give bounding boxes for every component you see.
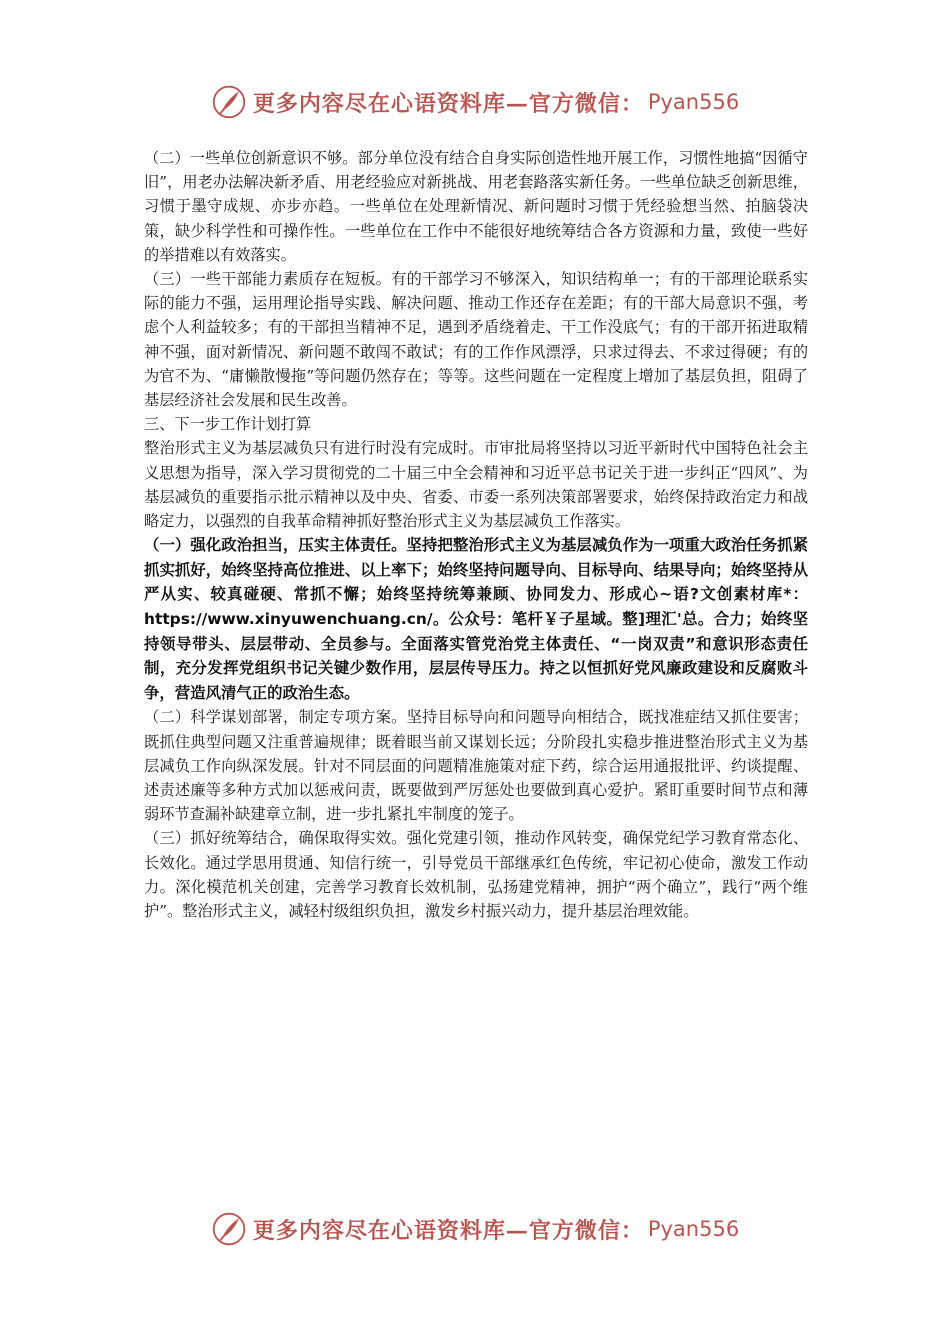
feather-pen-logo-icon (211, 84, 247, 120)
feather-pen-logo-icon (211, 1211, 247, 1247)
paragraph: 整治形式主义为基层减负只有进行时没有完成时。市审批局将坚持以习近平新时代中国特色社会主义思想为指导，深入学习贯彻党的二十届三中全会精神和习近平总书记关于进一步纠正“四风”、为基层减负的重要指示批示精神以及中央、省委、市委一系列决策部署要求，始终保持政治定力和战略定力，以强烈的自我革命精神抓好整治形式主义为基层减负工作落实。 (144, 439, 808, 531)
paragraph-bold: （一）强化政治担当，压实主体责任。坚持把整治形式主义为基层减负作为一项重大政治任务抓紧抓实抓好，始终坚持高位推进、以上率下；始终坚持问题导向、目标导向、结果导向；始终坚持从严从实、较真碰硬、常抓不懈；始终坚持统筹兼顾、协同发力、形成心~语?文创素材库*：https://www.xinyuwenchuang.cn/。公众号：笔杆￥子星域。整]理汇'总。合力；始终坚持领导带头、层层带动、全员参与。全面落实管党治党主体责任、“一岗双责”和意识形态责任制，充分发挥党组织书记关键少数作用，层层传导压力。持之以恒抓好党风廉政建设和反腐败斗争，营造风清气正的政治生态。 (144, 536, 808, 702)
paragraph: （二）科学谋划部署，制定专项方案。坚持目标导向和问题导向相结合，既找准症结又抓住要害；既抓住典型问题又注重普遍规律；既着眼当前又谋划长远；分阶段扎实稳步推进整治形式主义为基层减负工作向纵深发展。针对不同层面的问题精准施策对症下药，综合运用通报批评、约谈提醒、述责述廉等多种方式加以惩戒问责，既要做到严厉惩处也要做到真心爱护。紧盯重要时间节点和薄弱环节查漏补缺建章立制，进一步扎紧扎牢制度的笼子。 (144, 708, 808, 824)
footer-banner-text: 更多内容尽在心语资料库—官方微信： (252, 1217, 644, 1244)
header-banner-id: Pyan556 (647, 90, 740, 114)
section-heading: 三、下一步工作计划打算 (144, 415, 312, 434)
paragraph: （三）抓好统筹结合，确保取得实效。强化党建引领，推动作风转变，确保党纪学习教育常态化、长效化。通过学思用贯通、知信行统一，引导党员干部继承红色传统，牢记初心使命，激发工作动力。深化模范机关创建，完善学习教育长效机制，弘扬建党精神，拥护“两个确立”，践行“两个维护”。整治形式主义，减轻村级组织负担，激发乡村振兴动力，提升基层治理效能。 (144, 829, 808, 921)
header-banner (0, 82, 950, 122)
paragraph: （三）一些干部能力素质存在短板。有的干部学习不够深入，知识结构单一；有的干部理论联系实际的能力不强，运用理论指导实践、解决问题、推动工作还存在差距；有的干部大局意识不强，考虑个人利益较多；有的干部担当精神不足，遇到矛盾绕着走、干工作没底气；有的干部开拓进取精神不强，面对新情况、新问题不敢闯不敢试；有的工作作风漂浮，只求过得去、不求过得硬；有的为官不为、“庸懒散慢拖”等问题仍然存在；等等。这些问题在一定程度上增加了基层负担，阻碍了基层经济社会发展和民生改善。 (144, 270, 808, 410)
footer-banner-id: Pyan556 (647, 1217, 740, 1241)
paragraph: （二）一些单位创新意识不够。部分单位没有结合自身实际创造性地开展工作，习惯性地搞“因循守旧”，用老办法解决新矛盾、用老经验应对新挑战、用老套路落实新任务。一些单位缺乏创新思维，习惯于墨守成规、亦步亦趋。一些单位在处理新情况、新问题时习惯于凭经验想当然、拍脑袋决策，缺少科学性和可操作性。一些单位在工作中不能很好地统筹结合各方资源和力量，致使一些好的举措难以有效落实。 (144, 149, 808, 264)
document-body (144, 146, 808, 923)
header-banner-text: 更多内容尽在心语资料库—官方微信： (252, 90, 644, 117)
footer-banner (0, 1209, 950, 1249)
